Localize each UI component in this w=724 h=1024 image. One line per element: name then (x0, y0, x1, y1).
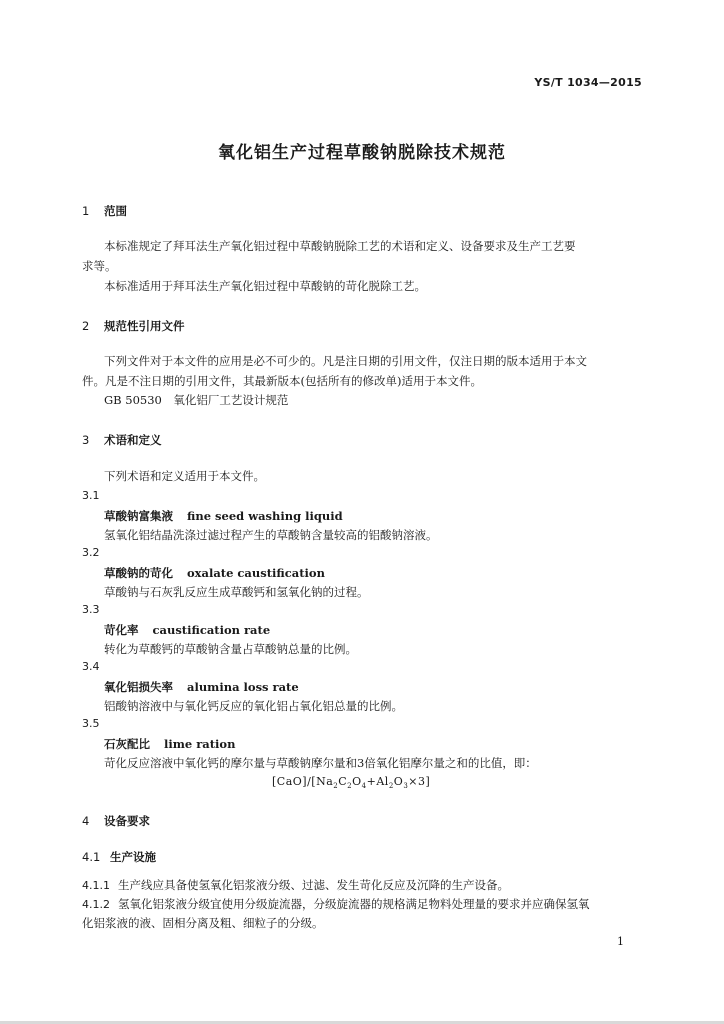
term-en: caustification rate (152, 623, 271, 637)
term-title (104, 736, 235, 752)
clause-number: 4.1.1 (82, 879, 110, 892)
term-en: alumina loss rate (187, 680, 299, 694)
term-en: lime ration (164, 737, 236, 751)
term-title (104, 622, 270, 638)
term-definition: 氢氧化铝结晶洗涤过滤过程产生的草酸钠含量较高的铝酸钠溶液。 (104, 528, 438, 542)
term-number: 3.3 (82, 603, 100, 616)
term-number: 3.5 (82, 717, 100, 730)
page-number: 1 (617, 935, 624, 948)
paragraph: 下列术语和定义适用于本文件。 (104, 469, 265, 483)
term-definition: 铝酸钠溶液中与氧化钙反应的氧化铝占氧化铝总量的比例。 (104, 699, 403, 713)
section-number: 1 (82, 204, 90, 218)
clause-number: 4.1.2 (82, 898, 110, 911)
term-title (104, 679, 299, 695)
term-zh: 石灰配比 (104, 737, 150, 751)
term-title (104, 508, 343, 524)
section-title: 范围 (104, 204, 127, 218)
term-number: 3.1 (82, 489, 100, 502)
section-3-heading (82, 432, 162, 448)
standard-number: YS/T 1034—2015 (534, 76, 642, 89)
term-zh: 草酸钠富集液 (104, 509, 173, 523)
term-zh: 草酸钠的苛化 (104, 566, 173, 580)
term-definition: 苛化反应溶液中氧化钙的摩尔量与草酸钠摩尔量和3倍氧化铝摩尔量之和的比值，即： (104, 756, 537, 770)
section-1-heading (82, 203, 127, 219)
lime-ratio-formula: $[CaO]/[Na_2C_2O_4+Al_2O_3\times 3]$ (272, 775, 431, 791)
reference-item: GB 50530 氧化铝厂工艺设计规范 (104, 393, 289, 407)
section-title: 规范性引用文件 (104, 319, 185, 333)
section-number: 4 (82, 814, 90, 828)
section-title: 术语和定义 (104, 433, 162, 447)
term-zh: 苛化率 (104, 623, 139, 637)
term-definition: 草酸钠与石灰乳反应生成草酸钙和氢氧化钠的过程。 (104, 585, 369, 599)
clause-4-1-2 (82, 896, 590, 912)
paragraph: 下列文件对于本文件的应用是必不可少的。凡是注日期的引用文件，仅注日期的版本适用于本文 (104, 354, 587, 368)
section-number: 2 (82, 319, 90, 333)
subsection-number: 4.1 (82, 850, 101, 864)
term-en: oxalate caustification (187, 566, 325, 580)
term-definition: 转化为草酸钙的草酸钠含量占草酸钠总量的比例。 (104, 642, 357, 656)
clause-text: 氢氧化铝浆液分级宜使用分级旋流器，分级旋流器的规格满足物料处理量的要求并应确保氢氧 (118, 897, 590, 911)
term-zh: 氧化铝损失率 (104, 680, 173, 694)
section-title: 设备要求 (104, 814, 150, 828)
paragraph-continuation: 求等。 (82, 259, 117, 273)
paragraph: 本标准适用于拜耳法生产氧化铝过程中草酸钠的苛化脱除工艺。 (104, 279, 426, 293)
paragraph-continuation: 件。凡是不注日期的引用文件，其最新版本(包括所有的修改单)适用于本文件。 (82, 374, 482, 388)
term-en: fine seed washing liquid (187, 509, 343, 523)
document-title: 氧化铝生产过程草酸钠脱除技术规范 (218, 143, 506, 163)
term-number: 3.2 (82, 546, 100, 559)
subsection-title: 生产设施 (110, 850, 156, 864)
clause-continuation: 化铝浆液的液、固相分离及粗、细粒子的分级。 (82, 916, 324, 930)
section-2-heading (82, 318, 185, 334)
subsection-4-1-heading (82, 849, 156, 865)
clause-text: 生产线应具备使氢氧化铝浆液分级、过滤、发生苛化反应及沉降的生产设备。 (118, 878, 509, 892)
term-title (104, 565, 325, 581)
clause-4-1-1 (82, 877, 509, 893)
section-number: 3 (82, 433, 90, 447)
term-number: 3.4 (82, 660, 100, 673)
paragraph: 本标准规定了拜耳法生产氧化铝过程中草酸钠脱除工艺的术语和定义、设备要求及生产工艺要 (104, 239, 576, 253)
section-4-heading (82, 813, 150, 829)
